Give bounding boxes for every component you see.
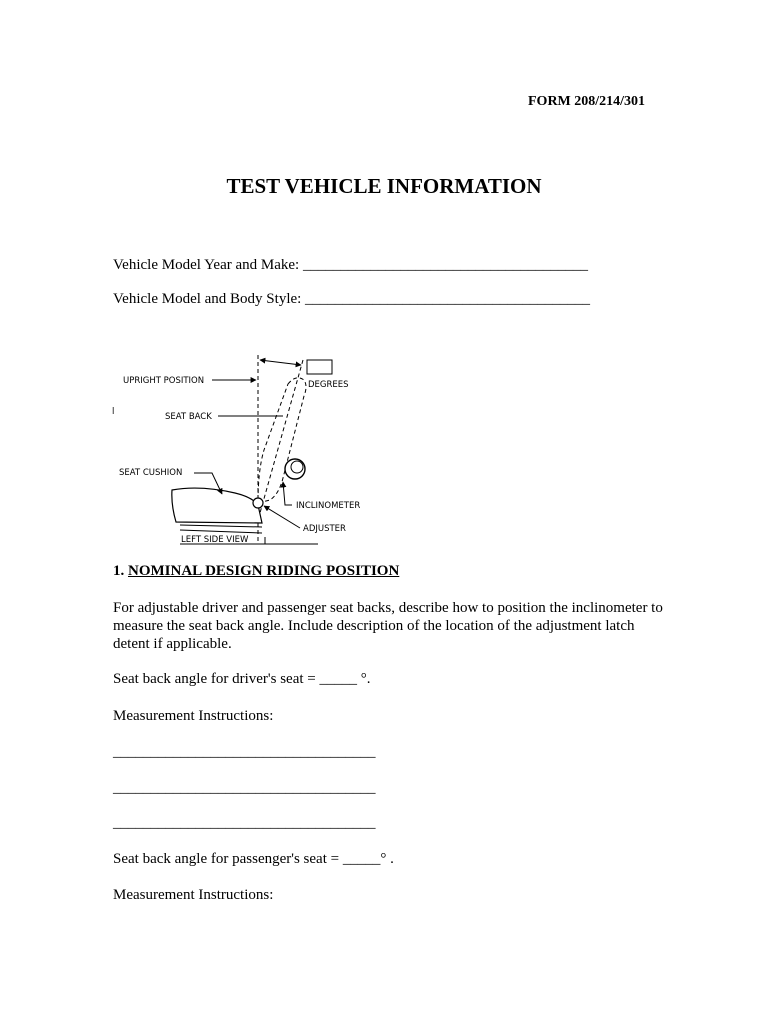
seat-base-line-2: [180, 530, 262, 533]
seat-cushion: [172, 488, 262, 523]
adjuster: [253, 498, 263, 508]
inclinometer-leader: [283, 482, 292, 505]
section-paragraph: For adjustable driver and passenger seat backs, describe how to position the inclinometer to measure the seat back angle. Include description of the location of the adjustment latch detent if applicable.: [113, 600, 663, 652]
passenger-seat-angle-field[interactable]: Seat back angle for passenger's seat = _____° .: [113, 851, 394, 867]
upright-position-label: UPRIGHT POSITION: [123, 376, 205, 386]
left-side-view-label: LEFT SIDE VIEW: [181, 535, 249, 545]
vehicle-model-year-make-field[interactable]: Vehicle Model Year and Make: ______________________________________: [113, 257, 588, 273]
inclinometer-label: INCLINOMETER: [296, 501, 361, 511]
adjuster-label: ADJUSTER: [303, 524, 346, 534]
degrees-box: [307, 360, 332, 374]
section-number: 1.: [113, 563, 125, 579]
section-heading: [113, 563, 399, 580]
page-title: TEST VEHICLE INFORMATION: [226, 174, 542, 198]
measurement-instructions-label-2: Measurement Instructions:: [113, 887, 274, 903]
degrees-label: DEGREES: [308, 380, 349, 390]
stray-mark: l: [112, 407, 115, 417]
instructions-line-1[interactable]: ___________________________________: [113, 744, 376, 760]
inclinometer: [285, 459, 305, 479]
form-number: FORM 208/214/301: [528, 94, 646, 109]
seat-cushion-label: SEAT CUSHION: [119, 468, 183, 478]
driver-seat-angle-field[interactable]: Seat back angle for driver's seat = _____ °.: [113, 671, 371, 687]
section-title: NOMINAL DESIGN RIDING POSITION: [128, 563, 400, 579]
adjuster-leader: [264, 506, 300, 528]
instructions-line-3[interactable]: ___________________________________: [113, 815, 376, 831]
seat-back-outline: [258, 378, 306, 503]
vehicle-model-body-style-field[interactable]: Vehicle Model and Body Style: ______________________________________: [113, 291, 591, 307]
instructions-line-2[interactable]: ___________________________________: [113, 780, 376, 796]
angle-dimension-arrow: [260, 360, 301, 365]
measurement-instructions-label: Measurement Instructions:: [113, 708, 274, 724]
seat-back-centerline: [258, 360, 303, 520]
seat-base-line-1: [180, 525, 262, 527]
seat-back-label: SEAT BACK: [165, 412, 212, 422]
